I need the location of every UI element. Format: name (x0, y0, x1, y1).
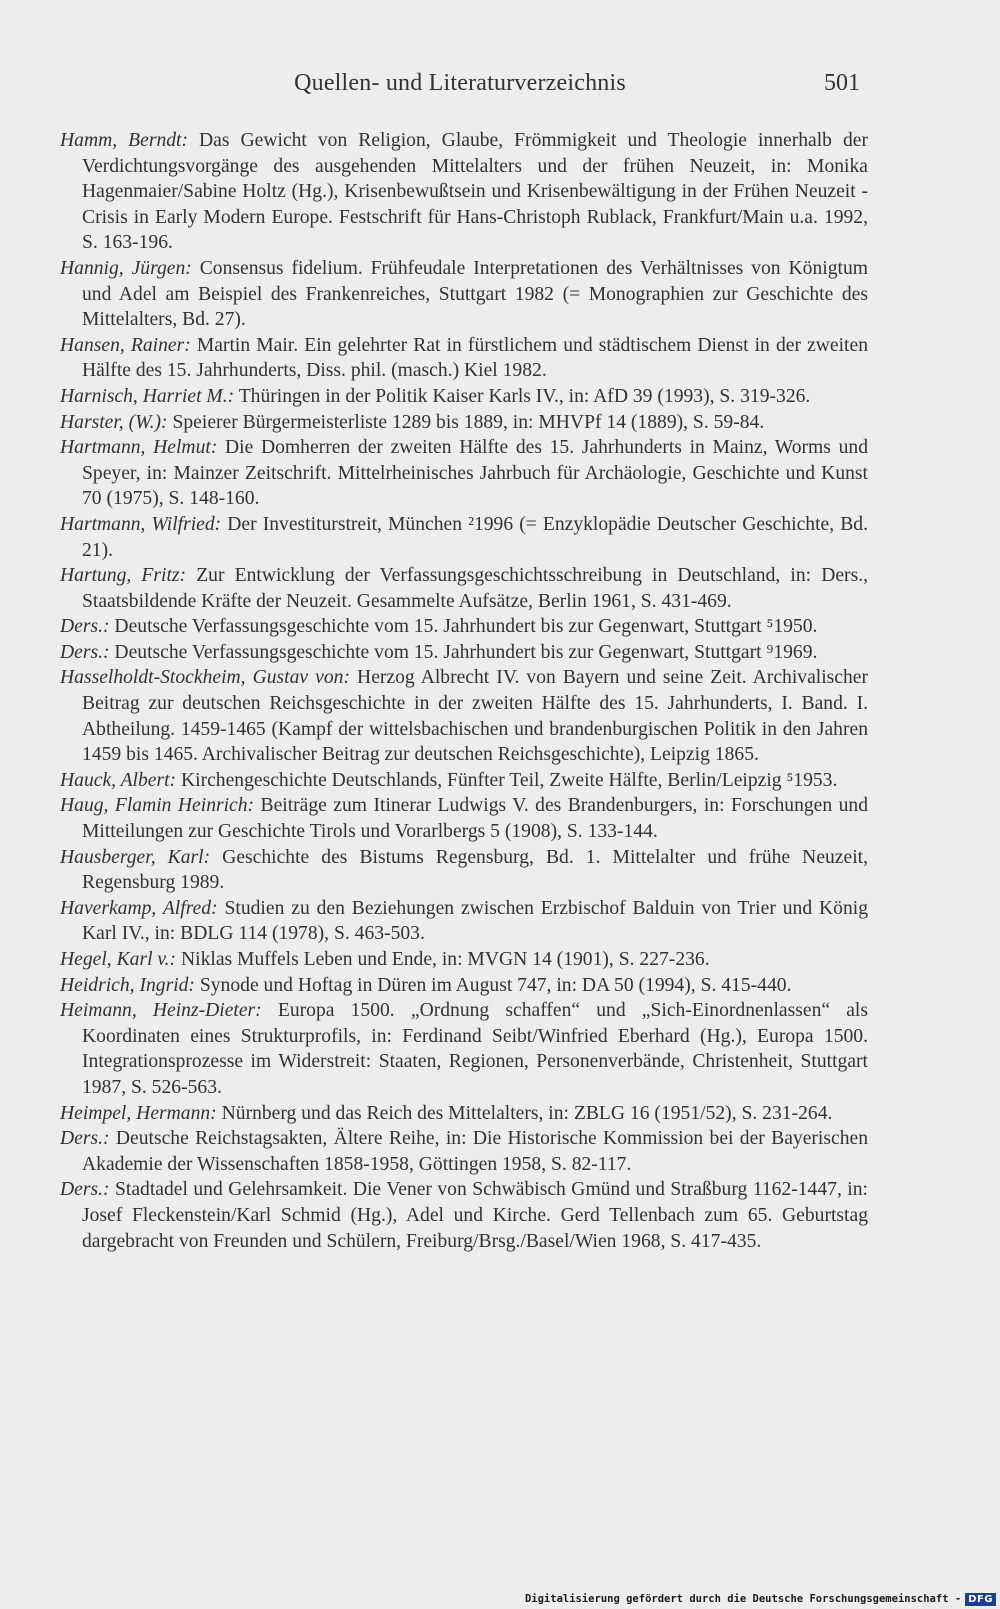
entry-text: Herzog Albrecht IV. von Bayern und seine Zeit. Archivalischer Beitrag zur deutschen Reichsgeschichte in der zweiten Hälfte des 15. Jahrhunderts, I. Band. I. Abtheilung. 1459-1465 (Kampf der wittelsbachischen und brandenburgischen Politik in den Jahren 1459 bis 1465. Archivalischer Beitrag zur deutschen Reichsgeschichte), Leipzig 1865. (82, 667, 868, 766)
entry-text: Der Investiturstreit, München ²1996 (= Enzyklopädie Deutscher Geschichte, Bd. 21). (82, 513, 868, 561)
page-title: Quellen- und Literaturverzeichnis (294, 70, 626, 96)
bibliography-entry (60, 410, 868, 436)
bibliography-entry (60, 896, 868, 947)
entry-text: Thüringen in der Politik Kaiser Karls IV., in: AfD 39 (1993), S. 319-326. (234, 385, 811, 407)
entry-text: Die Domherren der zweiten Hälfte des 15. Jahrhunderts in Mainz, Worms und Speyer, in: Mainzer Zeitschrift. Mittelrheinisches Jahrbuch für Archäologie, Geschichte und Kunst 70 (1975), S. 148-160. (82, 437, 868, 510)
bibliography-entry (60, 793, 868, 844)
entry-author: Hegel, Karl v.: (60, 949, 177, 970)
bibliography-entry (60, 512, 868, 563)
entry-author: Haug, Flamin Heinrich: (60, 795, 255, 817)
bibliography-entry (60, 435, 868, 512)
entry-author: Ders.: (60, 616, 110, 638)
entry-author: Hasselholdt-Stockheim, Gustav von: (60, 667, 350, 689)
entry-text: Kirchengeschichte Deutschlands, Fünfter Teil, Zweite Hälfte, Berlin/Leipzig ⁵1953. (176, 769, 838, 791)
entry-author: Hannig, Jürgen: (60, 257, 192, 279)
bibliography-list (60, 128, 868, 1254)
bibliography-entry (60, 1101, 868, 1127)
bibliography-entry (60, 128, 868, 256)
bibliography-entry (60, 333, 868, 384)
bibliography-entry (60, 614, 868, 640)
bibliography-entry (60, 1177, 868, 1254)
entry-author: Hartmann, Wilfried: (60, 513, 222, 535)
entry-author: Heimann, Heinz-Dieter: (60, 1000, 262, 1022)
entry-author: Hartmann, Helmut: (60, 437, 218, 459)
entry-text: Das Gewicht von Religion, Glaube, Frömmigkeit und Theologie innerhalb der Verdichtungsvorgänge des ausgehenden Mittelalters und der frühen Neuzeit, in: Monika Hagenmaier/Sabine Holtz (Hg.), Krisenbewußtsein und Krisenbewältigung in der Frühen Neuzeit - Crisis in Early Modern Europe. Festschrift für Hans-Christoph Rublack, Frankfurt/Main u.a. 1992, S. 163-196. (82, 130, 868, 254)
bibliography-entry (60, 563, 868, 614)
bibliography-entry (60, 665, 868, 767)
entry-text: Synode und Hoftag in Düren im August 747, in: DA 50 (1994), S. 415-440. (194, 974, 792, 996)
bibliography-entry (60, 973, 868, 999)
bibliography-entry (60, 256, 868, 333)
entry-author: Heidrich, Ingrid: (60, 974, 195, 996)
entry-author: Hansen, Rainer: (60, 334, 191, 356)
entry-author: Harnisch, Harriet M.: (60, 385, 235, 407)
entry-author: Hausberger, Karl: (60, 846, 211, 868)
entry-text: Stadtadel und Gelehrsamkeit. Die Vener von Schwäbisch Gmünd und Straßburg 1162-1447, in: Josef Fleckenstein/Karl Schmid (Hg.), Adel und Kirche. Gerd Tellenbach zum 65. Geburtstag dargebracht von Freunden und Schülern, Freiburg/Brsg./Basel/Wien 1968, S. 417-435. (82, 1179, 868, 1252)
entry-text: Deutsche Reichstagsakten, Ältere Reihe, in: Die Historische Kommission bei der Bayerischen Akademie der Wissenschaften 1858-1958, Göttingen 1958, S. 82-117. (82, 1128, 868, 1175)
bibliography-entry (60, 384, 868, 410)
running-head (60, 70, 860, 104)
bibliography-entry (60, 640, 868, 666)
bibliography-entry (60, 845, 868, 896)
entry-text: Beiträge zum Itinerar Ludwigs V. des Brandenburgers, in: Forschungen und Mitteilungen zur Geschichte Tirols und Vorarlbergs 5 (1908), S. 133-144. (82, 795, 868, 843)
bibliography-entry (60, 1126, 868, 1177)
entry-author: Hauck, Albert: (60, 769, 177, 791)
entry-text: Martin Mair. Ein gelehrter Rat in fürstlichem und städtischem Dienst in der zweiten Hälfte des 15. Jahrhunderts, Diss. phil. (masch.) Kiel 1982. (82, 334, 868, 382)
entry-text: Deutsche Verfassungsgeschichte vom 15. Jahrhundert bis zur Gegenwart, Stuttgart ⁹1969. (109, 641, 818, 663)
entry-text: Zur Entwicklung der Verfassungsgeschichtsschreibung in Deutschland, in: Ders., Staatsbildende Kräfte der Neuzeit. Gesammelte Aufsätze, Berlin 1961, S. 431-469. (82, 565, 868, 612)
entry-text: Nürnberg und das Reich des Mittelalters, in: ZBLG 16 (1951/52), S. 231-264. (216, 1102, 833, 1124)
entry-author: Ders.: (60, 1128, 110, 1150)
bibliography-entry (60, 998, 868, 1100)
entry-author: Hamm, Berndt: (60, 130, 189, 151)
bibliography-entry (60, 947, 868, 973)
entry-author: Heimpel, Hermann: (60, 1102, 217, 1124)
entry-author: Haverkamp, Alfred: (60, 897, 218, 919)
entry-author: Ders.: (60, 1179, 110, 1201)
entry-text: Europa 1500. „Ordnung schaffen“ und „Sich-Einordnenlassen“ als Koordinaten eines Strukturprofils, in: Ferdinand Seibt/Winfried Eberhard (Hg.), Europa 1500. Integrationsprozesse im Widerstreit: Staaten, Regionen, Personenverbände, Christenheit, Stuttgart 1987, S. 526-563. (82, 1000, 868, 1098)
page-number: 501 (824, 70, 860, 96)
bibliography-entry (60, 768, 868, 794)
digitization-footer (525, 1589, 1000, 1609)
footer-credit: Digitalisierung gefördert durch die Deutsche Forschungsgemeinschaft - (524, 1593, 962, 1605)
entry-text: Deutsche Verfassungsgeschichte vom 15. Jahrhundert bis zur Gegenwart, Stuttgart ⁵1950. (109, 616, 818, 638)
entry-author: Hartung, Fritz: (60, 565, 187, 587)
dfg-logo: DFG (965, 1593, 996, 1606)
entry-text: Speierer Bürgermeisterliste 1289 bis 1889, in: MHVPf 14 (1889), S. 59-84. (167, 411, 765, 433)
entry-text: Geschichte des Bistums Regensburg, Bd. 1. Mittelalter und frühe Neuzeit, Regensburg 1989. (82, 846, 868, 894)
entry-text: Niklas Muffels Leben und Ende, in: MVGN 14 (1901), S. 227-236. (176, 949, 710, 970)
entry-author: Ders.: (60, 641, 110, 663)
entry-text: Consensus fidelium. Frühfeudale Interpretationen des Verhältnisses von Königtum und Adel am Beispiel des Frankenreiches, Stuttgart 1982 (= Monographien zur Geschichte des Mittelalters, Bd. 27). (82, 257, 868, 331)
entry-author: Harster, (W.): (60, 411, 168, 433)
entry-text: Studien zu den Beziehungen zwischen Erzbischof Balduin von Trier und König Karl IV., in: BDLG 114 (1978), S. 463-503. (82, 897, 868, 945)
